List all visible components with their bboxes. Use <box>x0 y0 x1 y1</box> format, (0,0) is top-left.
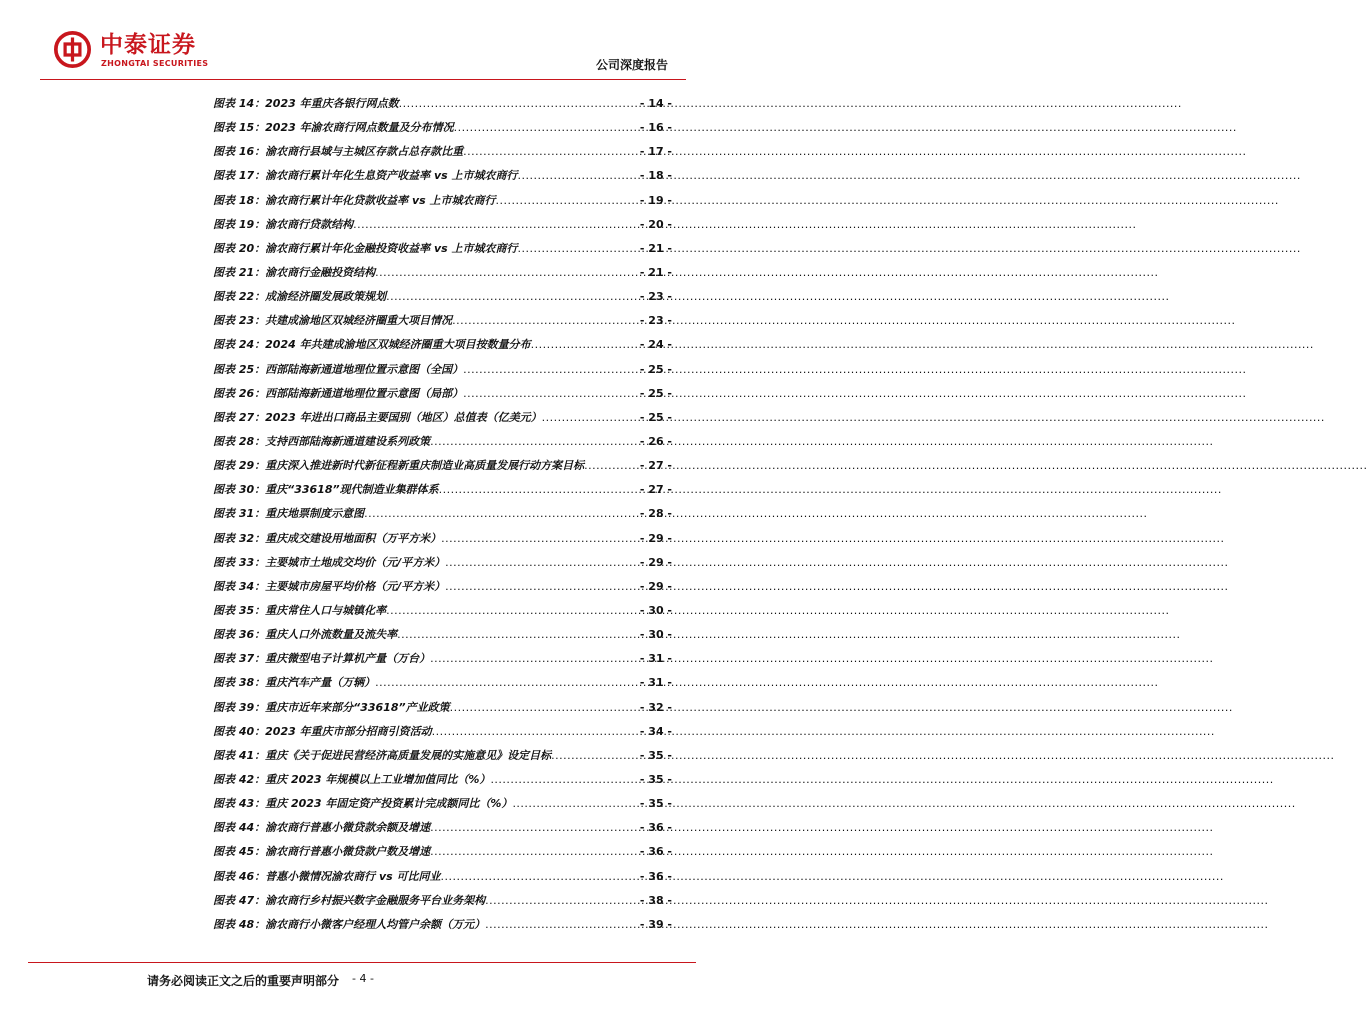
toc-entry[interactable] <box>213 889 672 913</box>
toc-entry-page: - 25 - <box>639 362 672 376</box>
toc-leader-dots <box>441 527 639 551</box>
toc-entry-page: - 29 - <box>639 531 672 545</box>
toc-entry-page: - 30 - <box>639 603 672 617</box>
toc-entry[interactable] <box>213 116 672 140</box>
report-type-label: 公司深度报告 <box>595 58 668 72</box>
toc-entry-page: - 36 - <box>639 845 672 859</box>
toc-leader-dots <box>430 430 639 454</box>
toc-leader-dots <box>490 768 638 792</box>
toc-entry-page: - 31 - <box>639 676 672 690</box>
toc-entry-title: 图表 37：重庆微型电子计算机产量（万台） <box>213 652 431 666</box>
toc-entry-page: - 35 - <box>639 772 672 786</box>
toc-leader-dots <box>542 406 639 430</box>
toc-entry[interactable] <box>213 865 672 889</box>
toc-entry-title: 图表 16：渝农商行县域与主城区存款占总存款比重 <box>213 145 464 159</box>
toc-entry-title: 图表 41：重庆《关于促进民营经济高质量发展的实施意见》设定目标 <box>213 748 552 762</box>
toc-entry-page: - 35 - <box>639 748 672 762</box>
toc-entry[interactable] <box>213 261 672 285</box>
toc-leader-dots <box>375 671 639 695</box>
toc-entry-page: - 34 - <box>639 724 672 738</box>
toc-entry-page: - 25 - <box>639 386 672 400</box>
toc-entry-title: 图表 47：渝农商行乡村振兴数字金融服务平台业务架构 <box>213 893 486 907</box>
logo-wordmark-en: ZHONGTAI SECURITIES <box>101 59 209 68</box>
toc-entry-title: 图表 21：渝农商行金融投资结构 <box>213 265 376 279</box>
toc-entry-page: - 29 - <box>639 579 672 593</box>
toc-entry-title: 图表 17：渝农商行累计年化生息资产收益率 vs 上市城农商行 <box>213 169 518 183</box>
toc-leader-dots <box>551 744 639 768</box>
toc-entry[interactable] <box>213 720 672 744</box>
toc-entry-title: 图表 44：渝农商行普惠小微贷款余额及增速 <box>213 821 431 835</box>
figure-list <box>213 92 672 937</box>
toc-entry-title: 图表 26：西部陆海新通道地理位置示意图（局部） <box>213 386 464 400</box>
toc-entry-title: 图表 14：2023 年重庆各银行网点数 <box>213 97 399 110</box>
toc-entry-title: 图表 22：成渝经济圈发展政策规划 <box>213 290 387 304</box>
toc-entry-page: - 20 - <box>639 217 672 231</box>
toc-leader-dots <box>518 164 639 188</box>
toc-entry-title: 图表 29：重庆深入推进新时代新征程新重庆制造业高质量发展行动方案目标 <box>213 459 585 473</box>
toc-entry-page: - 27 - <box>639 483 672 497</box>
toc-entry-title: 图表 42：重庆 2023 年规模以上工业增加值同比（%） <box>213 772 491 786</box>
toc-leader-dots <box>399 92 639 116</box>
toc-entry-page: - 26 - <box>639 434 672 448</box>
toc-entry-page: - 14 - <box>639 97 672 110</box>
toc-leader-dots <box>432 720 639 744</box>
toc-leader-dots <box>452 309 639 333</box>
toc-entry[interactable] <box>213 237 672 261</box>
toc-leader-dots <box>485 889 639 913</box>
toc-entry[interactable] <box>213 213 672 237</box>
toc-leader-dots <box>518 237 639 261</box>
toc-entry[interactable] <box>213 840 672 864</box>
toc-entry[interactable] <box>213 744 672 768</box>
toc-leader-dots <box>496 189 639 213</box>
toc-leader-dots <box>463 358 639 382</box>
page-number: - 4 - <box>352 972 374 985</box>
header-divider <box>40 79 686 80</box>
toc-entry-page: - 38 - <box>639 893 672 907</box>
toc-entry[interactable] <box>213 406 672 430</box>
toc-leader-dots <box>430 840 639 864</box>
toc-leader-dots <box>450 696 639 720</box>
toc-entry[interactable] <box>213 333 672 357</box>
toc-entry[interactable] <box>213 164 672 188</box>
toc-entry[interactable] <box>213 358 672 382</box>
toc-entry[interactable] <box>213 575 672 599</box>
toc-entry[interactable] <box>213 696 672 720</box>
toc-leader-dots <box>454 116 639 140</box>
toc-entry-page: - 25 - <box>639 410 672 424</box>
toc-leader-dots <box>584 454 639 478</box>
toc-entry-title: 图表 40：2023 年重庆市部分招商引资活动 <box>213 724 432 738</box>
toc-entry-page: - 17 - <box>639 145 672 159</box>
toc-entry-title: 图表 48：渝农商行小微客户经理人均管户余额（万元） <box>213 917 486 931</box>
toc-entry-title: 图表 30：重庆“33618”现代制造业集群体系 <box>213 483 439 497</box>
toc-leader-dots <box>364 502 639 526</box>
toc-entry-page: - 30 - <box>639 628 672 642</box>
toc-entry[interactable] <box>213 623 672 647</box>
toc-entry-title: 图表 18：渝农商行累计年化贷款收益率 vs 上市城农商行 <box>213 193 496 207</box>
toc-leader-dots <box>512 792 638 816</box>
toc-entry-title: 图表 32：重庆成交建设用地面积（万平方米） <box>213 531 442 545</box>
toc-entry-title: 图表 45：渝农商行普惠小微贷款户数及增速 <box>213 845 431 859</box>
toc-entry-page: - 23 - <box>639 314 672 328</box>
toc-entry[interactable] <box>213 454 672 478</box>
toc-leader-dots <box>430 816 639 840</box>
toc-entry-title: 图表 39：重庆市近年来部分“33618”产业政策 <box>213 700 450 714</box>
toc-leader-dots <box>386 285 639 309</box>
toc-entry[interactable] <box>213 285 672 309</box>
toc-entry[interactable] <box>213 792 672 816</box>
toc-entry-page: - 31 - <box>639 652 672 666</box>
toc-entry-page: - 28 - <box>639 507 672 521</box>
toc-entry[interactable] <box>213 671 672 695</box>
toc-entry[interactable] <box>213 382 672 406</box>
toc-leader-dots <box>441 865 639 889</box>
toc-entry-page: - 29 - <box>639 555 672 569</box>
toc-entry-page: - 35 - <box>639 797 672 811</box>
toc-leader-dots <box>439 478 639 502</box>
toc-entry[interactable] <box>213 430 672 454</box>
toc-leader-dots <box>375 261 639 285</box>
toc-entry-title: 图表 46：普惠小微情况渝农商行 vs 可比同业 <box>213 869 441 883</box>
toc-entry-title: 图表 23：共建成渝地区双城经济圈重大项目情况 <box>213 314 453 328</box>
toc-leader-dots <box>430 647 639 671</box>
toc-entry-page: - 23 - <box>639 290 672 304</box>
logo-wordmark-cn: 中泰证券 <box>100 32 196 58</box>
toc-entry-title: 图表 20：渝农商行累计年化金融投资收益率 vs 上市城农商行 <box>213 241 518 255</box>
page-header <box>0 0 724 80</box>
toc-entry-title: 图表 31：重庆地票制度示意图 <box>213 507 365 521</box>
toc-entry[interactable] <box>213 768 672 792</box>
zhongtai-logo-icon <box>54 31 91 68</box>
toc-entry-page: - 21 - <box>639 241 672 255</box>
toc-entry[interactable] <box>213 647 672 671</box>
toc-entry[interactable] <box>213 551 672 575</box>
toc-entry[interactable] <box>213 599 672 623</box>
toc-entry-title: 图表 36：重庆人口外流数量及流失率 <box>213 628 398 642</box>
disclaimer-note: 请务必阅读正文之后的重要声明部分 <box>147 974 340 988</box>
toc-entry[interactable] <box>213 189 672 213</box>
toc-leader-dots <box>353 213 639 237</box>
toc-entry-title: 图表 43：重庆 2023 年固定资产投资累计完成额同比（%） <box>213 797 513 811</box>
toc-entry-page: - 39 - <box>639 917 672 931</box>
toc-entry-page: - 19 - <box>639 193 672 207</box>
toc-entry-page: - 24 - <box>639 338 672 352</box>
toc-entry[interactable] <box>213 816 672 840</box>
toc-entry-page: - 36 - <box>639 869 672 883</box>
toc-entry-title: 图表 15：2023 年渝农商行网点数量及分布情况 <box>213 121 454 135</box>
toc-entry-page: - 32 - <box>639 700 672 714</box>
toc-entry-title: 图表 35：重庆常住人口与城镇化率 <box>213 603 387 617</box>
toc-entry-page: - 27 - <box>639 459 672 473</box>
toc-entry[interactable] <box>213 913 672 937</box>
toc-entry[interactable] <box>213 502 672 526</box>
toc-entry-title: 图表 34：主要城市房屋平均价格（元/平方米） <box>213 579 446 593</box>
toc-leader-dots <box>445 551 639 575</box>
toc-leader-dots <box>397 623 639 647</box>
toc-entry-title: 图表 25：西部陆海新通道地理位置示意图（全国） <box>213 362 464 376</box>
toc-leader-dots <box>485 913 639 937</box>
toc-entry-page: - 16 - <box>639 121 672 135</box>
toc-entry[interactable] <box>213 309 672 333</box>
toc-entry[interactable] <box>213 527 672 551</box>
toc-leader-dots <box>463 382 639 406</box>
toc-entry-title: 图表 38：重庆汽车产量（万辆） <box>213 676 376 690</box>
toc-leader-dots <box>463 140 639 164</box>
footer-divider <box>28 962 696 963</box>
toc-entry-title: 图表 19：渝农商行贷款结构 <box>213 217 354 231</box>
toc-leader-dots <box>531 333 639 357</box>
toc-entry-title: 图表 27：2023 年进出口商品主要国别（地区）总值表（亿美元） <box>213 410 542 424</box>
toc-entry-page: - 21 - <box>639 265 672 279</box>
toc-leader-dots <box>445 575 639 599</box>
toc-entry-page: - 18 - <box>639 169 672 183</box>
toc-entry[interactable] <box>213 140 672 164</box>
toc-entry[interactable] <box>213 478 672 502</box>
toc-entry-title: 图表 24：2024 年共建成渝地区双城经济圈重大项目按数量分布 <box>213 338 531 352</box>
toc-entry-title: 图表 28：支持西部陆海新通道建设系列政策 <box>213 434 431 448</box>
toc-leader-dots <box>386 599 639 623</box>
toc-entry[interactable] <box>213 92 672 116</box>
toc-entry-page: - 36 - <box>639 821 672 835</box>
toc-entry-title: 图表 33：主要城市土地成交均价（元/平方米） <box>213 555 446 569</box>
